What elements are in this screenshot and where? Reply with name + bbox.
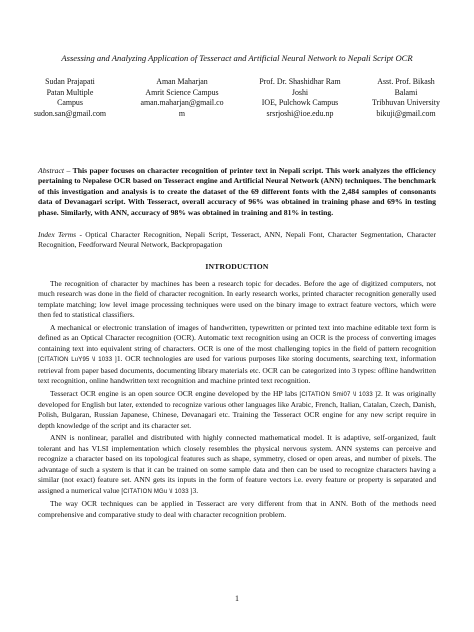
body-paragraph <box>38 499 436 520</box>
author-3-affiliation: IOE, Pulchowk Campus <box>261 98 339 108</box>
paragraph-text: 2. It was originally developed for English but later, extended to recognize various other languages like Arabic, French, Italian, Catalan, Czech, Danish, Polish, Bulgaran, Russian Japanese, Chinese, Devanagari etc. Training the Tesseract OCR engine for any new script require in depth knowledge of the script and its character set. <box>38 388 436 430</box>
body-paragraph <box>38 279 436 321</box>
abstract-text: This paper focuses on character recognition of printer text in Nepali script. This work analyzes the efficiency pertaining to Nepalese OCR based on Tesseract engine and Artificial Neural Network (ANN) techniques. The benchmark of this investigation and analysis is to create the dataset of the 69 different fonts with the 2,484 samples of consonants data of Devanagari script. With Tesseract, overall accuracy of 96% was obtained in training phase and 69% in testing phase. Similarly, with ANN, accuracy of 98% was obtained in training and 81% in testing. <box>38 166 436 217</box>
body-paragraph <box>38 323 436 387</box>
body-paragraph <box>38 433 436 497</box>
paragraph-text: 3. <box>192 485 199 495</box>
author-4-affiliation: Tribhuvan University <box>372 98 440 108</box>
introduction-body <box>38 279 436 520</box>
abstract-label: Abstract – <box>38 166 71 175</box>
author-3-email: srsrjoshi@ioe.edu.np <box>266 108 334 118</box>
author-1-affiliation-cont: Campus <box>57 98 83 108</box>
index-terms-label: Index Terms <box>38 230 77 239</box>
section-heading: INTRODUCTION <box>205 262 269 271</box>
author-1-email: sudon.san@gmail.com <box>33 108 107 118</box>
author-4-email: bikuji@gmail.com <box>376 108 436 118</box>
author-1-name: Sudan Prajapati <box>45 77 95 86</box>
author-3-name: Prof. Dr. Shashidhar Ram <box>259 77 341 86</box>
paper-title: Assessing and Analyzing Application of Tesseract and Artificial Neural Network to Nepali Script OCR <box>61 53 413 63</box>
paragraph-text: ANN is nonlinear, parallel and distributed with highly connected mathematical model. It is adaptive, self-organized, fault tolerant and has VLSI implementation which closely resembles the physical nervous system. ANN systems can perceive and recognize a character based on its topological features such as shape, symmetry, closed or open areas, and number of pixels. The advantage of such a system is that it can be trained on some sample data and then can be used to recognize characters having a similar (not exact) feature set. ANN gets its inputs in the form of feature vectors i.e. every feature or property is separated and assigned a numerical value <box>38 433 436 495</box>
author-1 <box>22 77 118 119</box>
citation-field: [CITATION MGu \l 1033 ] <box>121 488 193 495</box>
author-2-email: aman.maharjan@gmail.co <box>140 98 224 108</box>
author-2 <box>130 77 234 119</box>
author-2-email-cont: m <box>178 108 186 118</box>
author-3-name-cont: Joshi <box>291 87 309 97</box>
author-3 <box>244 77 356 119</box>
page-number: 1 <box>235 594 239 603</box>
author-1-affiliation: Patan Multiple <box>46 87 94 97</box>
paragraph-text: A mechanical or electronic translation of images of handwritten, typewritten or printed text into machine editable text form is defined as an Optical Character recognition (OCR). Automatic text recognition using an OCR is the process of converting images containing text into equivalent string of characters. OCR is one of the most challenging topics in the field of pattern recognition <box>38 322 436 353</box>
author-4 <box>360 77 452 119</box>
author-4-name: Asst. Prof. Bikash <box>377 77 435 86</box>
paragraph-text: 1. OCR technologies are used for various purposes like storing documents, searching text, information retrieval from paper based documents, documenting library materials etc. OCR can be categorized into 3 types: offline handwritten text recognition, online handwritten text recognition and machine printed text recognition. <box>38 354 436 386</box>
author-2-name: Aman Maharjan <box>156 77 208 86</box>
paragraph-text: The way OCR techniques can be applied in Tesseract are very different from that in ANN. Both of the methods need comprehensive and comparative study to deal with character recognition problem. <box>38 499 436 519</box>
body-paragraph <box>38 389 436 432</box>
paragraph-text: The recognition of character by machines has been a research topic for decades. Before the age of digitized computers, not much research was done in the field of character recognition. In early research works, printed character recognition generally used template matching; low level image processing techniques were used on the binary image to extract feature vectors, which were then fed to statistical classifiers. <box>38 279 436 320</box>
citation-field: [CITATION LuY95 \l 1033 ] <box>38 357 117 364</box>
index-terms-text: - Optical Character Recognition, Nepali Script, Tesseract, ANN, Nepali Font, Character Segmentation, Character Recognition, Feedforward Neural Network, Backpropagation <box>38 230 436 250</box>
paragraph-text: Tesseract OCR engine is an open source OCR engine developed by the HP labs <box>50 388 300 398</box>
citation-field: [CITATION Smi07 \l 1033 ] <box>299 391 378 398</box>
author-2-affiliation: Amrit Science Campus <box>145 87 219 97</box>
index-terms <box>38 230 436 250</box>
abstract <box>38 166 436 218</box>
author-4-name-cont: Balami <box>394 87 418 97</box>
